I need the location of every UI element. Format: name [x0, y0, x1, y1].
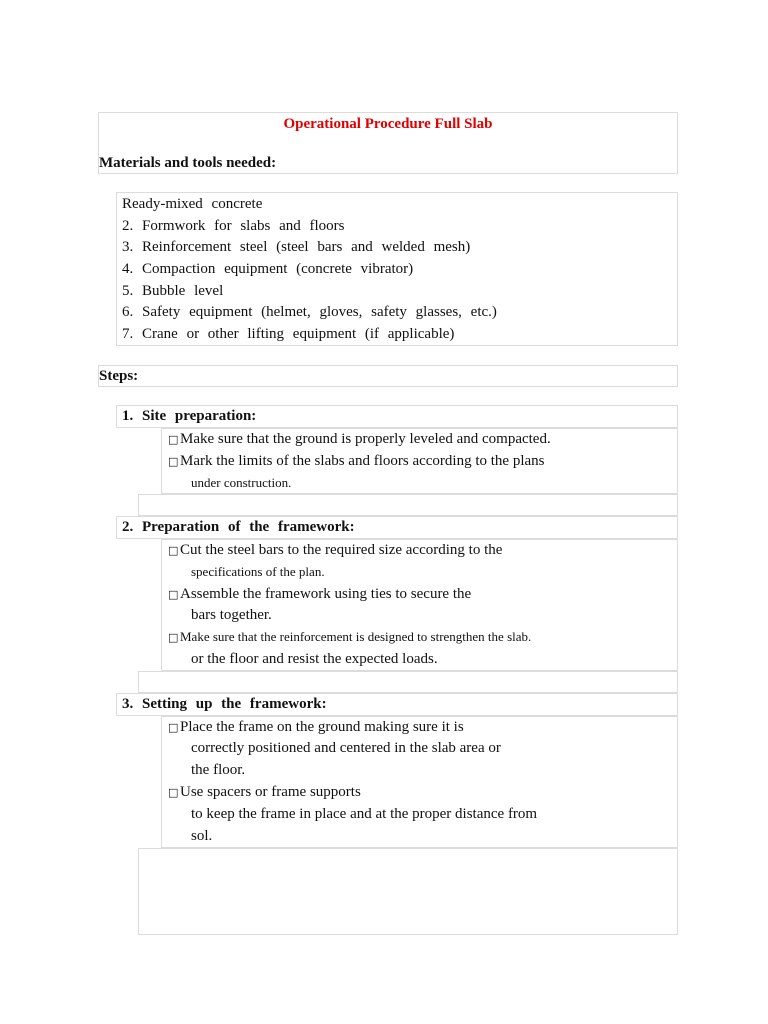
step-3-line: to keep the frame in place and at the proper distance from	[191, 806, 538, 822]
step-3-bullet: □ Place the frame on the ground making sure it is	[168, 719, 464, 735]
step-2-bullet: □ Cut the steel bars to the required size according to the	[168, 542, 503, 558]
step-1-bullet: □ Make sure that the ground is properly leveled and compacted.	[168, 431, 551, 447]
step-2-line: or the floor and resist the expected loads.	[191, 651, 438, 667]
steps-heading-box	[98, 365, 678, 387]
checkbox-icon: □	[168, 433, 179, 446]
checkbox-icon: □	[168, 631, 179, 644]
materials-item: 7. Crane or other lifting equipment (if applicable)	[122, 326, 455, 342]
checkbox-icon: □	[168, 455, 179, 468]
materials-item: 4. Compaction equipment (concrete vibrator)	[122, 261, 414, 277]
step-3-heading: 3. Setting up the framework:	[122, 696, 327, 712]
step-2-bullet: □ Make sure that the reinforcement is designed to strengthen the slab.	[168, 628, 531, 647]
step-2-bullet: □ Assemble the framework using ties to secure the	[168, 586, 472, 602]
checkbox-icon: □	[168, 786, 179, 799]
step-3-spacer-box	[138, 848, 678, 935]
checkbox-icon: □	[168, 721, 179, 734]
step-1-spacer-box	[138, 494, 678, 516]
materials-item: 3. Reinforcement steel (steel bars and welded mesh)	[122, 239, 471, 255]
step-2-line: specifications of the plan.	[191, 564, 325, 579]
document-title: Operational Procedure Full Slab	[283, 116, 493, 132]
steps-heading: Steps:	[99, 368, 139, 384]
step-2-line: bars together.	[191, 607, 272, 623]
step-2-spacer-box	[138, 671, 678, 693]
step-3-bullet: □ Use spacers or frame supports	[168, 784, 361, 800]
materials-item: 5. Bubble level	[122, 283, 224, 299]
step-1-bullet: □ Mark the limits of the slabs and floors according to the plans	[168, 453, 545, 469]
step-2-heading: 2. Preparation of the framework:	[122, 519, 355, 535]
step-3-line: correctly positioned and centered in the slab area or	[191, 740, 501, 756]
materials-heading: Materials and tools needed:	[99, 155, 277, 171]
materials-item: Ready-mixed concrete	[122, 196, 263, 212]
checkbox-icon: □	[168, 588, 179, 601]
materials-item: 2. Formwork for slabs and floors	[122, 218, 345, 234]
checkbox-icon: □	[168, 544, 179, 557]
step-3-line: sol.	[191, 828, 213, 844]
materials-item: 6. Safety equipment (helmet, gloves, safety glasses, etc.)	[122, 304, 497, 320]
step-1-heading: 1. Site preparation:	[122, 408, 257, 424]
step-1-line: under construction.	[191, 475, 292, 490]
step-3-line: the floor.	[191, 762, 246, 778]
